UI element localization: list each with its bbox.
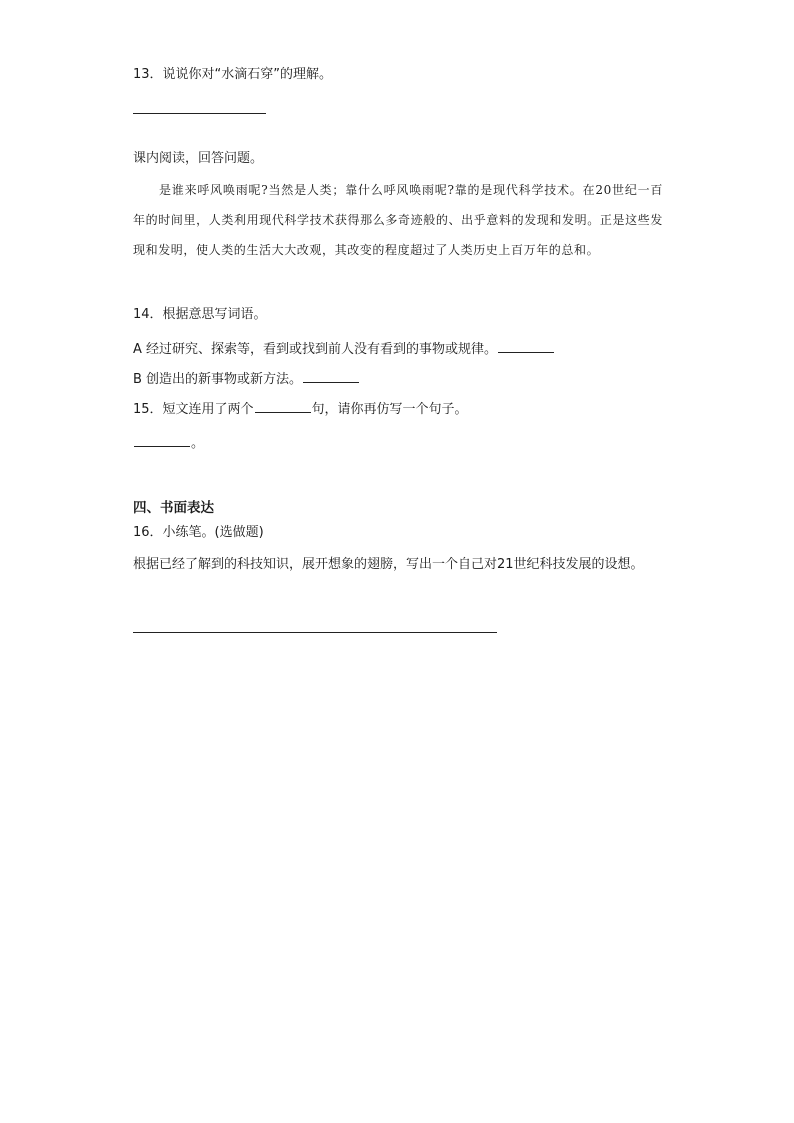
question-15-prefix: 15．短文连用了两个 bbox=[133, 402, 254, 417]
question-13: 13．说说你对“水滴石穿”的理解。 bbox=[133, 67, 333, 82]
question-15-end: 。 bbox=[191, 436, 205, 451]
answer-blank-14b[interactable] bbox=[303, 370, 359, 383]
answer-blank-15b[interactable] bbox=[134, 434, 190, 447]
question-16: 16．小练笔。(选做题) bbox=[133, 525, 264, 540]
section-heading-4: 四、书面表达 bbox=[133, 500, 214, 516]
question-14a bbox=[133, 340, 555, 359]
question-15-suffix: 句，请你再仿写一个句子。 bbox=[311, 402, 468, 417]
answer-blank-14a[interactable] bbox=[498, 340, 554, 353]
passage-text: 是谁来呼风唤雨呢?当然是人类；靠什么呼风唤雨呢?靠的是现代科学技术。在20世纪一百年的时间里，人类利用现代科学技术获得那么多奇迹般的、出乎意料的发现和发明。正是这些发现和发明，使人类的生活大大改观，其改变的程度超过了人类历史上百万年的总和。 bbox=[133, 183, 663, 257]
reading-instruction: 课内阅读，回答问题。 bbox=[133, 151, 264, 166]
answer-line-13[interactable] bbox=[133, 113, 266, 114]
reading-passage bbox=[133, 175, 663, 265]
question-14b bbox=[133, 370, 360, 389]
answer-line-16[interactable] bbox=[133, 632, 497, 633]
answer-blank-15a[interactable] bbox=[255, 400, 311, 413]
question-16-prompt: 根据已经了解到的科技知识，展开想象的翅膀，写出一个自己对21世纪科技发展的设想。 bbox=[133, 557, 644, 572]
question-14a-text: A 经过研究、探索等，看到或找到前人没有看到的事物或规律。 bbox=[133, 342, 498, 357]
question-15-answer bbox=[133, 434, 204, 453]
question-14: 14．根据意思写词语。 bbox=[133, 307, 267, 322]
question-15 bbox=[133, 400, 468, 419]
question-14b-text: B 创造出的新事物或新方法。 bbox=[133, 372, 303, 387]
